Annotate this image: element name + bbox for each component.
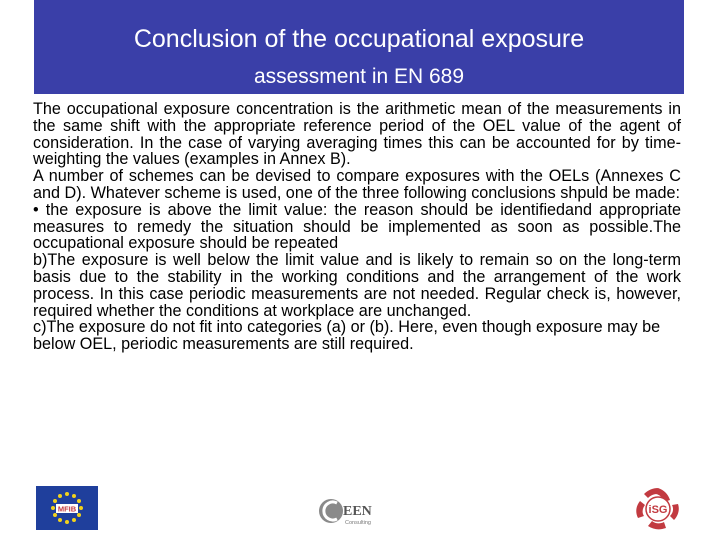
- paragraph-conclusion-c: c)The exposure do not fit into categories (a) or (b). Here, even though exposure may be below OEL, periodic measurements are still required.: [33, 318, 661, 354]
- isg-logo: [626, 484, 690, 534]
- paragraph-conclusion-b: b)The exposure is well below the limit value and is likely to remain so on the long-term basis due to the stability in the working conditions and the arrangement of the work process. In this case periodic measurements are not needed. Regular check is, however, required whether the conditions at workplace are unchanged.: [33, 251, 681, 320]
- paragraph-conclusion-a: • the exposure is above the limit value: the reason should be identifiedand appropriate measures to remedy the situation should be implemented as soon as possible.The occupational exposure should be repeated: [33, 200, 681, 253]
- paragraph-schemes: A number of schemes can be devised to compare exposures with the OELs (Annexes C and D). Whatever scheme is used, one of the three following conclusions shpuld be made:: [33, 167, 681, 202]
- eu-mfib-logo: [36, 486, 98, 530]
- slide-title-bar: [34, 0, 684, 94]
- paragraph-definition: The occupational exposure concentration is the arithmetic mean of the measurements in the same shift with the appropriate reference period of the OEL value of the agent of consideration. In the case of varying averaging times this can be accounted for by time-weighting the values (examples in Annex B).: [33, 100, 681, 169]
- slide-title-line-2: assessment in EN 689: [253, 65, 465, 88]
- eu-logo-label: MFIB: [57, 504, 77, 514]
- ceen-logo-label: EEN: [343, 504, 372, 519]
- ceen-logo-sublabel: Consulting: [345, 520, 371, 526]
- slide-title-line-1: Conclusion of the occupational exposure: [133, 25, 585, 53]
- slide-body: [33, 101, 681, 353]
- eu-flag-icon: [36, 486, 98, 530]
- isg-logo-label: iSG: [648, 504, 668, 516]
- ceen-consulting-logo: [318, 494, 390, 528]
